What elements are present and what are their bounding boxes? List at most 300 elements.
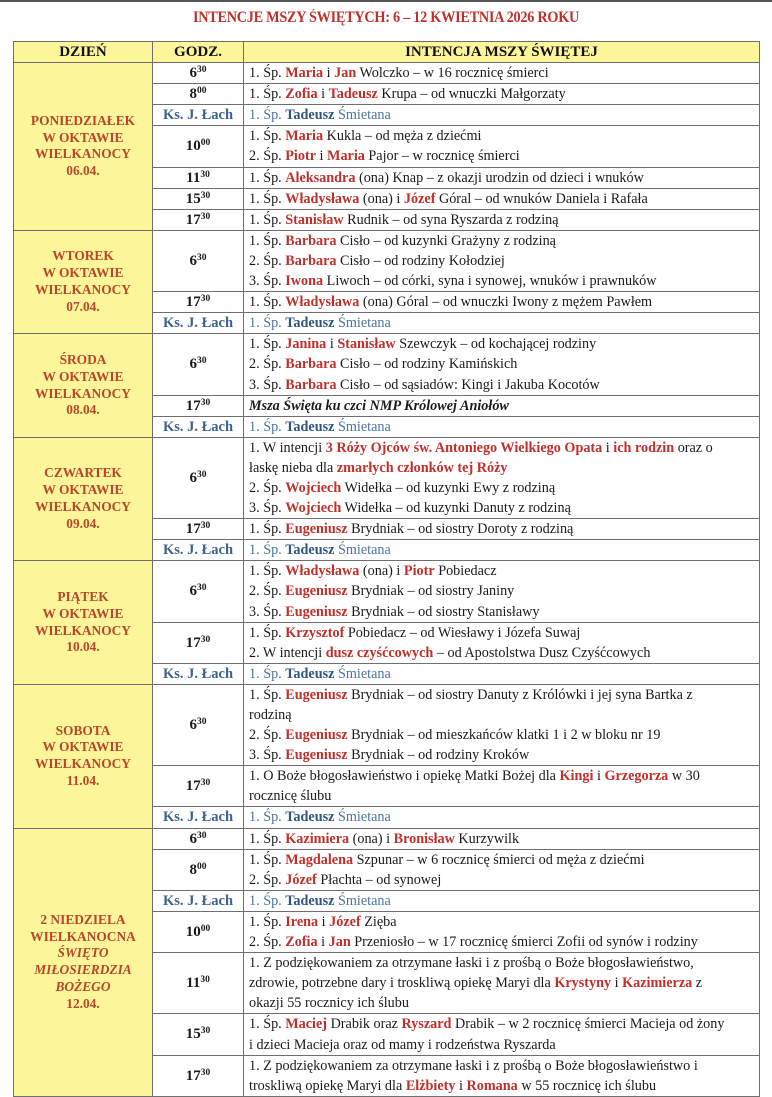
intention-text: Rudnik – od syna Ryszarda z rodziną xyxy=(343,211,559,228)
hour: 17 xyxy=(185,634,201,651)
day-label-line: 11.04. xyxy=(66,773,100,789)
intention-text: 2. Śp. xyxy=(249,252,286,269)
highlighted-name: Jan xyxy=(328,934,351,951)
intention-text: i xyxy=(602,439,614,456)
intention-line xyxy=(249,1076,754,1096)
table-row xyxy=(14,230,760,291)
intention-text: okazji 55 rocznicy ich ślubu xyxy=(249,995,409,1012)
intention-text: Brydniak – od mieszkańców klatki 1 i 2 w bloku nr 19 xyxy=(347,727,661,744)
intention-line xyxy=(249,725,754,745)
intention-text: Kukla – od męża z dziećmi xyxy=(323,128,482,145)
intention-text: 1. Śp. xyxy=(249,86,286,103)
priest-name: Tadeusz xyxy=(285,107,335,124)
intention-line xyxy=(249,993,754,1013)
minutes: 30 xyxy=(197,717,207,728)
mass-intentions-table xyxy=(13,41,760,1097)
intention-text: z xyxy=(692,975,703,992)
intention-line xyxy=(249,870,754,890)
intention-text: rocznicę ślubu xyxy=(249,788,332,805)
intention-text: 3. Śp. xyxy=(249,747,286,764)
day-label-line: 06.04. xyxy=(66,163,100,179)
intention-text: Szewczyk – od kochającej rodziny xyxy=(395,336,597,353)
intention-text: 1. Śp. xyxy=(249,418,286,435)
intention-text: 2. Śp. xyxy=(249,148,286,165)
highlighted-name: Stanisław xyxy=(285,211,344,228)
hour: 17 xyxy=(185,294,201,311)
intention-text: Śmietana xyxy=(334,418,391,435)
highlighted-name: Eugeniusz xyxy=(285,603,348,620)
table-row xyxy=(14,437,760,518)
intention-cell xyxy=(244,395,760,416)
minutes: 30 xyxy=(200,975,210,986)
intention-text: Śmietana xyxy=(334,315,391,332)
time-cell xyxy=(153,63,244,84)
table-body xyxy=(14,63,760,1097)
minutes: 30 xyxy=(200,521,211,532)
day-cell xyxy=(14,230,153,333)
intention-line xyxy=(249,1056,754,1076)
intention-line xyxy=(249,664,754,684)
intention-cell xyxy=(244,437,760,518)
minutes: 30 xyxy=(200,397,211,408)
time-cell xyxy=(153,84,244,105)
day-label-line: W OKTAWIE xyxy=(42,129,124,145)
table-row xyxy=(14,828,760,849)
intention-text: Płachta – od synowej xyxy=(316,871,442,888)
intention-cell xyxy=(244,230,760,291)
hour: 6 xyxy=(189,583,197,600)
intention-text: Góral – od wnuków Daniela i Rafała xyxy=(435,190,648,207)
time-cell xyxy=(153,1014,244,1055)
highlighted-name: Piotr xyxy=(285,148,316,165)
intention-text: 2. Śp. xyxy=(249,871,286,888)
highlighted-name: Maria xyxy=(285,65,324,82)
intention-line xyxy=(249,63,754,83)
highlighted-name: ich rodzin xyxy=(613,439,675,456)
intention-cell xyxy=(244,105,760,126)
intention-line xyxy=(249,973,754,993)
intention-line xyxy=(249,146,754,166)
intention-text: i xyxy=(316,148,328,165)
intention-text: łaskę nieba dla xyxy=(249,459,337,476)
intention-line xyxy=(249,271,754,291)
intention-line xyxy=(249,313,754,333)
day-cell xyxy=(14,334,153,437)
hour: 10 xyxy=(185,923,201,940)
intention-line xyxy=(249,912,754,932)
intention-text: Śmietana xyxy=(334,809,391,826)
highlighted-name: Stanisław xyxy=(337,336,396,353)
intention-line xyxy=(249,705,754,725)
time-cell xyxy=(153,622,244,663)
intention-line xyxy=(249,561,754,581)
day-label-line: W OKTAWIE xyxy=(42,265,124,281)
hour: 17 xyxy=(185,778,201,795)
priest-cell: Ks. J. Łach xyxy=(153,105,244,126)
priest-name: Tadeusz xyxy=(285,315,335,332)
intention-cell xyxy=(244,890,760,911)
intention-text: Cisło – od rodziny Kołodziej xyxy=(336,252,505,269)
table-row xyxy=(14,334,760,395)
day-label-line: 07.04. xyxy=(66,298,100,314)
minutes: 00 xyxy=(197,861,207,872)
time-cell xyxy=(153,1055,244,1096)
time-cell xyxy=(153,519,244,540)
intention-cell xyxy=(244,849,760,890)
intention-line xyxy=(249,643,754,663)
day-label-line: WIELKANOCY xyxy=(35,756,131,772)
intention-text: 3. Śp. xyxy=(249,376,286,393)
intention-cell xyxy=(244,953,760,1014)
intention-text: – od Apostolstwa Dusz Czyśćcowych xyxy=(433,644,651,661)
intention-line xyxy=(249,251,754,271)
day-cell xyxy=(14,684,153,828)
minutes: 00 xyxy=(200,923,211,934)
intention-text: 1. Śp. xyxy=(249,1016,286,1033)
hour: 6 xyxy=(189,469,197,486)
intention-cell xyxy=(244,561,760,622)
intention-line xyxy=(249,766,754,786)
highlighted-name: Kazimierza xyxy=(622,975,693,992)
hour: 11 xyxy=(186,975,201,992)
intention-line xyxy=(249,786,754,806)
intention-cell xyxy=(244,828,760,849)
minutes: 30 xyxy=(200,294,211,305)
hour: 6 xyxy=(189,830,197,847)
highlighted-name: dusz czyśćcowych xyxy=(325,644,434,661)
highlighted-name: Tadeusz xyxy=(328,86,378,103)
time-cell xyxy=(153,684,244,765)
intention-text: w 55 rocznicę ich ślubu xyxy=(517,1077,657,1094)
highlighted-name: Józef xyxy=(285,871,317,888)
intention-text: 1. Śp. xyxy=(249,169,286,186)
highlighted-name: Józef xyxy=(403,190,436,207)
highlighted-name: Krzysztof xyxy=(285,624,345,641)
table-row xyxy=(14,63,760,84)
intention-line xyxy=(249,126,754,146)
intention-line xyxy=(249,334,754,354)
intention-cell xyxy=(244,519,760,540)
time-cell xyxy=(153,953,244,1014)
intention-cell xyxy=(244,663,760,684)
hour: 17 xyxy=(185,211,201,228)
time-cell xyxy=(153,209,244,230)
highlighted-name: Janina xyxy=(285,336,327,353)
intention-line xyxy=(249,396,754,416)
intention-cell xyxy=(244,1014,760,1055)
intention-text: Pobiedacz xyxy=(434,563,497,580)
highlighted-name: Barbara xyxy=(285,376,337,393)
day-label-line: BOŻEGO xyxy=(55,978,111,994)
highlighted-name: Barbara xyxy=(285,252,337,269)
intention-text: 1. Śp. xyxy=(249,542,286,559)
highlighted-name: Maciej xyxy=(285,1016,328,1033)
priest-cell: Ks. J. Łach xyxy=(153,416,244,437)
minutes: 00 xyxy=(197,86,207,97)
priest-name: Tadeusz xyxy=(285,809,335,826)
intention-line xyxy=(249,850,754,870)
intention-text: Wolczko – w 16 rocznicę śmierci xyxy=(356,65,549,82)
intention-cell xyxy=(244,684,760,765)
intention-text: 1. Śp. xyxy=(249,294,286,311)
hour: 6 xyxy=(189,252,197,269)
time-cell xyxy=(153,395,244,416)
intention-cell xyxy=(244,313,760,334)
minutes: 30 xyxy=(197,65,207,76)
highlighted-name: Eugeniusz xyxy=(285,747,348,764)
highlighted-name: Maria xyxy=(285,128,324,145)
minutes: 30 xyxy=(197,252,207,263)
highlighted-name: Władysława xyxy=(285,294,360,311)
header-day: DZIEŃ xyxy=(14,42,153,63)
highlighted-name: Magdalena xyxy=(285,851,354,868)
day-cell xyxy=(14,828,153,1096)
intention-text: i xyxy=(318,913,330,930)
intention-text: Zięba xyxy=(360,913,397,930)
intention-text: Brydniak – od siostry Danuty z Królówki i jej syna Bartka z xyxy=(347,686,693,703)
highlighted-name: Aleksandra xyxy=(285,169,356,186)
intention-cell xyxy=(244,416,760,437)
intention-cell xyxy=(244,911,760,952)
minutes: 30 xyxy=(200,169,210,180)
highlighted-name: Wojciech xyxy=(285,500,342,517)
intention-line xyxy=(249,438,754,458)
intention-text: Kurzywilk xyxy=(454,830,520,847)
day-label-line: WIELKANOCNA xyxy=(30,928,136,944)
intention-line xyxy=(249,519,754,539)
intention-line xyxy=(249,953,754,973)
intention-text: 2. Śp. xyxy=(249,727,286,744)
intention-text: w 30 xyxy=(668,768,700,785)
priest-cell: Ks. J. Łach xyxy=(153,890,244,911)
intention-text: 1. Śp. xyxy=(249,211,286,228)
intention-line xyxy=(249,829,754,849)
highlighted-name: Eugeniusz xyxy=(285,686,348,703)
hour: 10 xyxy=(185,138,201,155)
intention-cell xyxy=(244,334,760,395)
hour: 8 xyxy=(189,861,197,878)
intention-text: Pajor – w rocznicę śmierci xyxy=(364,148,520,165)
minutes: 30 xyxy=(200,1026,211,1037)
day-label-line: WTOREK xyxy=(52,248,114,264)
table-header-row xyxy=(14,42,760,63)
top-edge-bar xyxy=(0,0,772,2)
highlighted-name: Władysława xyxy=(285,563,360,580)
intention-line xyxy=(249,602,754,622)
day-label-line: WIELKANOCY xyxy=(35,385,131,401)
highlighted-name: Zofia xyxy=(285,934,318,951)
intention-cell xyxy=(244,84,760,105)
intention-text: Brydniak – od siostry Doroty z rodziną xyxy=(347,521,574,538)
priest-cell: Ks. J. Łach xyxy=(153,807,244,828)
minutes: 30 xyxy=(200,634,211,645)
highlighted-name: Wojciech xyxy=(285,479,342,496)
intention-line xyxy=(249,1035,754,1055)
intention-text: 1. O Boże błogosławieństwo i opiekę Matki Bożej dla xyxy=(249,768,560,785)
intention-cell xyxy=(244,622,760,663)
hour: 17 xyxy=(185,1067,201,1084)
day-label-line: 09.04. xyxy=(66,515,100,531)
hour: 6 xyxy=(189,65,197,82)
intention-text: 1. Śp. xyxy=(249,107,286,124)
highlighted-name: 3 Róży Ojców św. Antoniego Wielkiego Opata xyxy=(325,439,603,456)
header-intention: INTENCJA MSZY ŚWIĘTEJ xyxy=(244,42,760,63)
intention-cell xyxy=(244,292,760,313)
intention-text: oraz o xyxy=(674,439,713,456)
hour: 15 xyxy=(185,190,201,207)
intention-line xyxy=(249,105,754,125)
intention-text: 1. Śp. xyxy=(249,65,286,82)
intention-text: Pobiedacz – od Wiesławy i Józefa Suwaj xyxy=(344,624,581,641)
highlighted-name: Irena xyxy=(285,913,319,930)
intention-text: i xyxy=(317,86,329,103)
day-label-line: WIELKANOCY xyxy=(35,622,131,638)
intention-cell xyxy=(244,1055,760,1096)
day-cell xyxy=(14,437,153,561)
intention-line xyxy=(249,292,754,312)
day-label-line: PIĄTEK xyxy=(57,589,109,605)
day-label-line: WIELKANOCY xyxy=(35,282,131,298)
intention-text: 1. W intencji xyxy=(249,439,326,456)
intention-text: 1. Śp. xyxy=(249,336,286,353)
intention-cell xyxy=(244,126,760,167)
time-cell xyxy=(153,230,244,291)
highlighted-name: Władysława xyxy=(285,190,360,207)
highlighted-name: Piotr xyxy=(403,563,435,580)
page-title: INTENCJE MSZY ŚWIĘTYCH: 6 – 12 KWIETNIA 2026 ROKU xyxy=(192,9,580,26)
day-label-line: W OKTAWIE xyxy=(42,368,124,384)
intention-text: zdrowie, potrzebne dary i troskliwą opiekę Maryi dla xyxy=(249,975,555,992)
intention-text: Szpunar – w 6 rocznicę śmierci od męża z dziećmi xyxy=(353,851,645,868)
highlighted-name: Eugeniusz xyxy=(285,583,348,600)
day-label-line: 08.04. xyxy=(66,402,100,418)
highlighted-name: Eugeniusz xyxy=(285,521,348,538)
intention-text: 2. Śp. xyxy=(249,356,286,373)
intention-cell xyxy=(244,766,760,807)
intention-text: 1. Śp. xyxy=(249,232,286,249)
intention-text: Przeniosło – w 17 rocznicę śmierci Zofii od synów i rodziny xyxy=(350,934,698,951)
minutes: 30 xyxy=(200,211,211,222)
time-cell xyxy=(153,292,244,313)
intention-text: 1. Śp. xyxy=(249,624,286,641)
day-label-line: 2 NIEDZIELA xyxy=(40,911,126,927)
intention-text: Krupa – od wnuczki Małgorzaty xyxy=(377,86,566,103)
intention-line xyxy=(249,498,754,518)
intention-line xyxy=(249,168,754,188)
day-label-line: 12.04. xyxy=(66,995,100,1011)
intention-text: (ona) i xyxy=(359,190,404,207)
day-label-line: ŚWIĘTO xyxy=(57,945,109,961)
intention-text: Cisło – od kuzynki Grażyny z rodziną xyxy=(336,232,556,249)
intention-text: Śmietana xyxy=(334,107,391,124)
hour: 11 xyxy=(186,169,201,186)
intention-line xyxy=(249,540,754,560)
intention-text: 1. Śp. xyxy=(249,521,286,538)
intention-text: 1. Śp. xyxy=(249,665,286,682)
intention-line xyxy=(249,685,754,705)
hour: 17 xyxy=(185,397,201,414)
minutes: 30 xyxy=(197,583,207,594)
intention-text: 3. Śp. xyxy=(249,500,286,517)
time-cell xyxy=(153,437,244,518)
highlighted-name: Barbara xyxy=(285,356,337,373)
highlighted-name: Maria xyxy=(327,148,365,165)
time-cell xyxy=(153,849,244,890)
time-cell xyxy=(153,911,244,952)
intention-text: 2. Śp. xyxy=(249,479,286,496)
intention-line xyxy=(249,932,754,952)
intention-line xyxy=(249,478,754,498)
intention-text: (ona) i xyxy=(349,830,394,847)
day-label-line: WIELKANOCY xyxy=(35,146,131,162)
intention-line xyxy=(249,210,754,230)
table-row xyxy=(14,684,760,765)
intention-text: i xyxy=(593,768,605,785)
priest-cell: Ks. J. Łach xyxy=(153,540,244,561)
highlighted-name: Kingi xyxy=(559,768,594,785)
intention-text: Śmietana xyxy=(334,892,391,909)
intention-text: 3. Śp. xyxy=(249,603,286,620)
intention-text: 3. Śp. xyxy=(249,273,286,290)
highlighted-name: Kazimiera xyxy=(285,830,350,847)
day-label-line: W OKTAWIE xyxy=(42,482,124,498)
intention-text: Widełka – od kuzynki Danuty z rodziną xyxy=(341,500,571,517)
hour: 15 xyxy=(185,1026,201,1043)
intention-line xyxy=(249,84,754,104)
day-label-line: 10.04. xyxy=(66,639,100,655)
intention-text: (ona) Knap – z okazji urodzin od dzieci i wnuków xyxy=(355,169,644,186)
priest-name: Tadeusz xyxy=(285,892,335,909)
intention-text: 1. Śp. xyxy=(249,892,286,909)
intention-cell xyxy=(244,63,760,84)
time-cell xyxy=(153,188,244,209)
intention-text: Brydniak – od siostry Stanisławy xyxy=(347,603,540,620)
highlighted-name: Jan xyxy=(334,65,357,82)
intention-cell xyxy=(244,188,760,209)
day-label-line: WIELKANOCY xyxy=(35,499,131,515)
day-label-line: MIŁOSIERDZIA xyxy=(34,962,132,978)
intention-text: Liwoch – od córki, syna i synowej, wnuków i prawnuków xyxy=(323,273,657,290)
intention-cell xyxy=(244,540,760,561)
intention-text: i xyxy=(317,934,329,951)
highlighted-name: Barbara xyxy=(285,232,337,249)
intention-line xyxy=(249,354,754,374)
intention-text: 1. Śp. xyxy=(249,913,286,930)
intention-text: Msza Święta ku czci NMP Królowej Aniołów xyxy=(249,397,509,414)
highlighted-name: Iwona xyxy=(285,273,324,290)
day-label-line: ŚRODA xyxy=(59,351,107,367)
intention-line xyxy=(249,189,754,209)
time-cell xyxy=(153,828,244,849)
priest-cell: Ks. J. Łach xyxy=(153,313,244,334)
intention-text: i dzieci Macieja oraz od mamy i rodzeństwa Ryszarda xyxy=(249,1036,556,1053)
highlighted-name: Eugeniusz xyxy=(285,727,348,744)
intention-text: 2. Śp. xyxy=(249,583,286,600)
intention-text: 2. W intencji xyxy=(249,644,326,661)
header-time: GODZ. xyxy=(153,42,244,63)
intention-text: troskliwą opiekę Maryi dla xyxy=(249,1077,406,1094)
day-label-line: SOBOTA xyxy=(55,722,111,738)
day-cell xyxy=(14,561,153,685)
intention-text: Śmietana xyxy=(334,665,391,682)
intention-text: 1. Śp. xyxy=(249,830,286,847)
intention-line xyxy=(249,417,754,437)
time-cell xyxy=(153,167,244,188)
minutes: 30 xyxy=(197,469,207,480)
minutes: 30 xyxy=(200,1067,211,1078)
day-label-line: W OKTAWIE xyxy=(42,739,124,755)
minutes: 30 xyxy=(197,830,207,841)
